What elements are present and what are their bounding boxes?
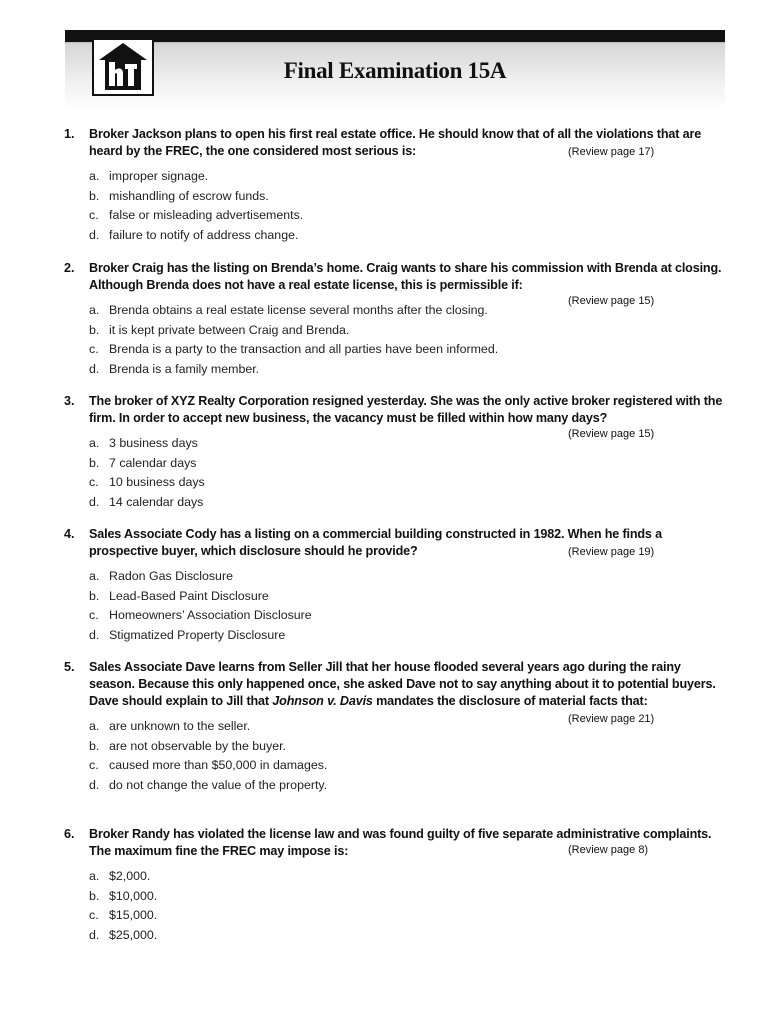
answer-option: a. $2,000.: [89, 869, 151, 883]
answer-list: [89, 167, 724, 245]
question-number: 4.: [64, 527, 75, 541]
review-reference: (Review page 17): [568, 146, 655, 158]
question-3: [64, 393, 724, 512]
answer-option: a. are unknown to the seller.: [89, 719, 251, 733]
answer-option: b. Lead-Based Paint Disclosure: [89, 588, 269, 603]
question-number: 5.: [64, 660, 75, 674]
answer-option: b. 7 calendar days: [89, 455, 197, 470]
page-title: Final Examination 15A: [283, 58, 507, 83]
answer-option: b. mishandling of escrow funds.: [89, 188, 269, 203]
question-number: 2.: [64, 261, 75, 275]
review-reference: (Review page 8): [568, 844, 649, 856]
question-text: Broker Randy has violated the license law and was found guilty of five separate administrative complaints. The maximum fine the FREC may impose is:: [89, 827, 712, 858]
review-reference: (Review page 15): [568, 428, 655, 440]
question-1: [64, 126, 724, 245]
answer-option: a. improper signage.: [89, 169, 209, 183]
answer-option: c. $15,000.: [89, 908, 158, 922]
answer-option: b. $10,000.: [89, 888, 158, 903]
answer-option: a. Brenda obtains a real estate license several months after the closing.: [89, 303, 488, 317]
answer-option: c. Brenda is a party to the transaction and all parties have been informed.: [89, 342, 499, 356]
answer-option: d. Brenda is a family member.: [89, 361, 260, 376]
answer-option: a. Radon Gas Disclosure: [89, 569, 233, 583]
question-number: 3.: [64, 394, 75, 408]
review-reference: (Review page 21): [568, 713, 655, 725]
page-header: [65, 30, 725, 110]
question-6: [64, 826, 724, 945]
question-text: Sales Associate Dave learns from Seller Jill that her house flooded several years ago during the rainy season. Because this only happened once, she asked Dave not to say anything about it to potential buyers. Dave should explain to Jill that Johnson v. Davis mandates the disclosure of material facts that:: [89, 660, 716, 708]
question-2: [64, 260, 724, 379]
answer-option: c. Homeowners’ Association Disclosure: [89, 608, 312, 622]
answer-option: c. caused more than $50,000 in damages.: [89, 758, 328, 772]
question-5: [64, 659, 724, 795]
answer-option: b. are not observable by the buyer.: [89, 738, 287, 753]
answer-option: d. $25,000.: [89, 927, 158, 942]
review-reference: (Review page 19): [568, 546, 655, 558]
question-number: 6.: [64, 827, 75, 841]
question-text: Broker Jackson plans to open his first real estate office. He should know that of all the violations that are heard by the FREC, the one considered most serious is:: [89, 127, 702, 158]
answer-list: [89, 434, 724, 512]
answer-list: [89, 301, 724, 379]
header-bar: [65, 30, 725, 42]
question-number: 1.: [64, 127, 75, 141]
answer-option: d. do not change the value of the property.: [89, 777, 328, 792]
question-text: Broker Craig has the listing on Brenda’s home. Craig wants to share his commission with Brenda at closing. Although Brenda does not have a real estate license, this is permissible if:: [89, 261, 722, 292]
answer-option: d. 14 calendar days: [89, 494, 204, 509]
answer-option: c. false or misleading advertisements.: [89, 208, 304, 222]
answer-option: a. 3 business days: [89, 436, 198, 450]
case-name: Johnson v. Davis: [272, 694, 373, 708]
answer-list: [89, 567, 724, 645]
answer-option: c. 10 business days: [89, 475, 205, 489]
answer-list: [89, 867, 724, 945]
review-reference: (Review page 15): [568, 295, 655, 307]
question-text: Sales Associate Cody has a listing on a commercial building constructed in 1982. When he finds a prospective buyer, which disclosure should he provide?: [89, 527, 662, 558]
question-text: The broker of XYZ Realty Corporation resigned yesterday. She was the only active broker registered with the firm. In order to accept new business, the vacancy must be filled within how many days?: [89, 394, 723, 425]
question-4: [64, 526, 724, 645]
answer-option: b. it is kept private between Craig and Brenda.: [89, 322, 350, 337]
answer-list: [89, 717, 724, 795]
answer-option: d. Stigmatized Property Disclosure: [89, 627, 286, 642]
answer-option: d. failure to notify of address change.: [89, 227, 299, 242]
